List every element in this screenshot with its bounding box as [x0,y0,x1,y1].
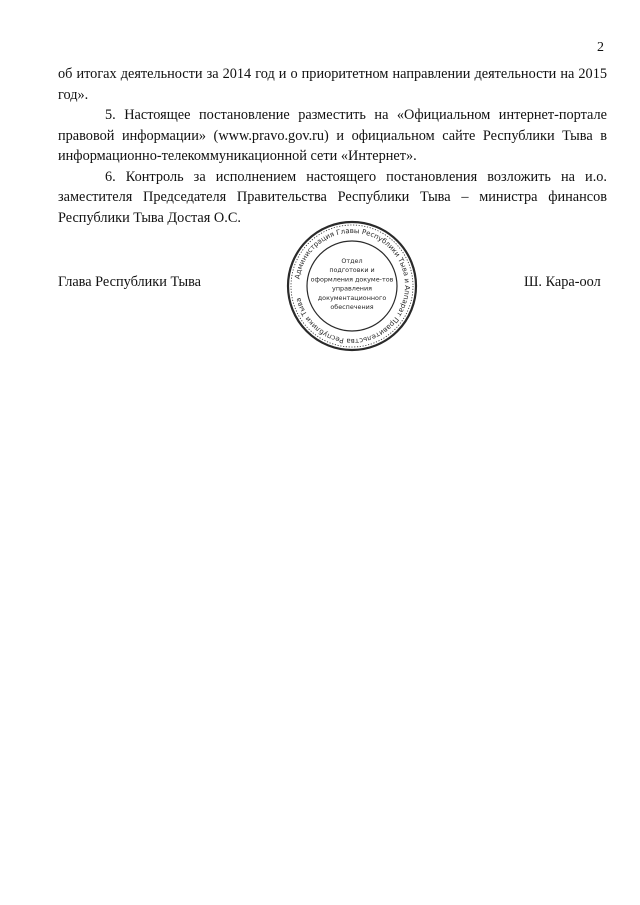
seal-center-line: обеспечения [330,303,374,311]
signatory-name: Ш. Кара-оол [524,274,601,290]
seal-center-line: оформления докуме-тов [310,275,394,284]
paragraph-continuation: об итогах деятельности за 2014 год и о приоритетном направлении деятельности на 2015 год». [58,66,607,103]
official-seal-stamp [284,218,420,354]
paragraph-item-6: 6. Контроль за исполнением настоящего постановления возложить на и.о. заместителя Председателя Правительства Республики Тыва – министра финансов Республики Тыва Достая О.С. [58,168,607,226]
seal-center-line: управления [332,284,372,293]
seal-center-line: подготовки и [329,266,375,275]
seal-center-line: Отдел [341,257,363,265]
signatory-title: Глава Республики Тыва [58,274,201,290]
page-number: 2 [597,40,604,55]
seal-graphic [284,218,420,354]
seal-center-text [311,257,394,311]
seal-ring-text: Администрация Главы Республики Тыва и Аппарат Правительства Республики Тыва [293,226,412,346]
document-body [58,64,607,228]
paragraph-item-5: 5. Настоящее постановление разместить на «Официальном интернет-портале правовой информации» (www.pravo.gov.ru) и официальном сайте Республики Тыва в информационно-телекоммуникационной сети «Интернет». [58,107,607,164]
seal-center-line: документационного [317,293,387,302]
